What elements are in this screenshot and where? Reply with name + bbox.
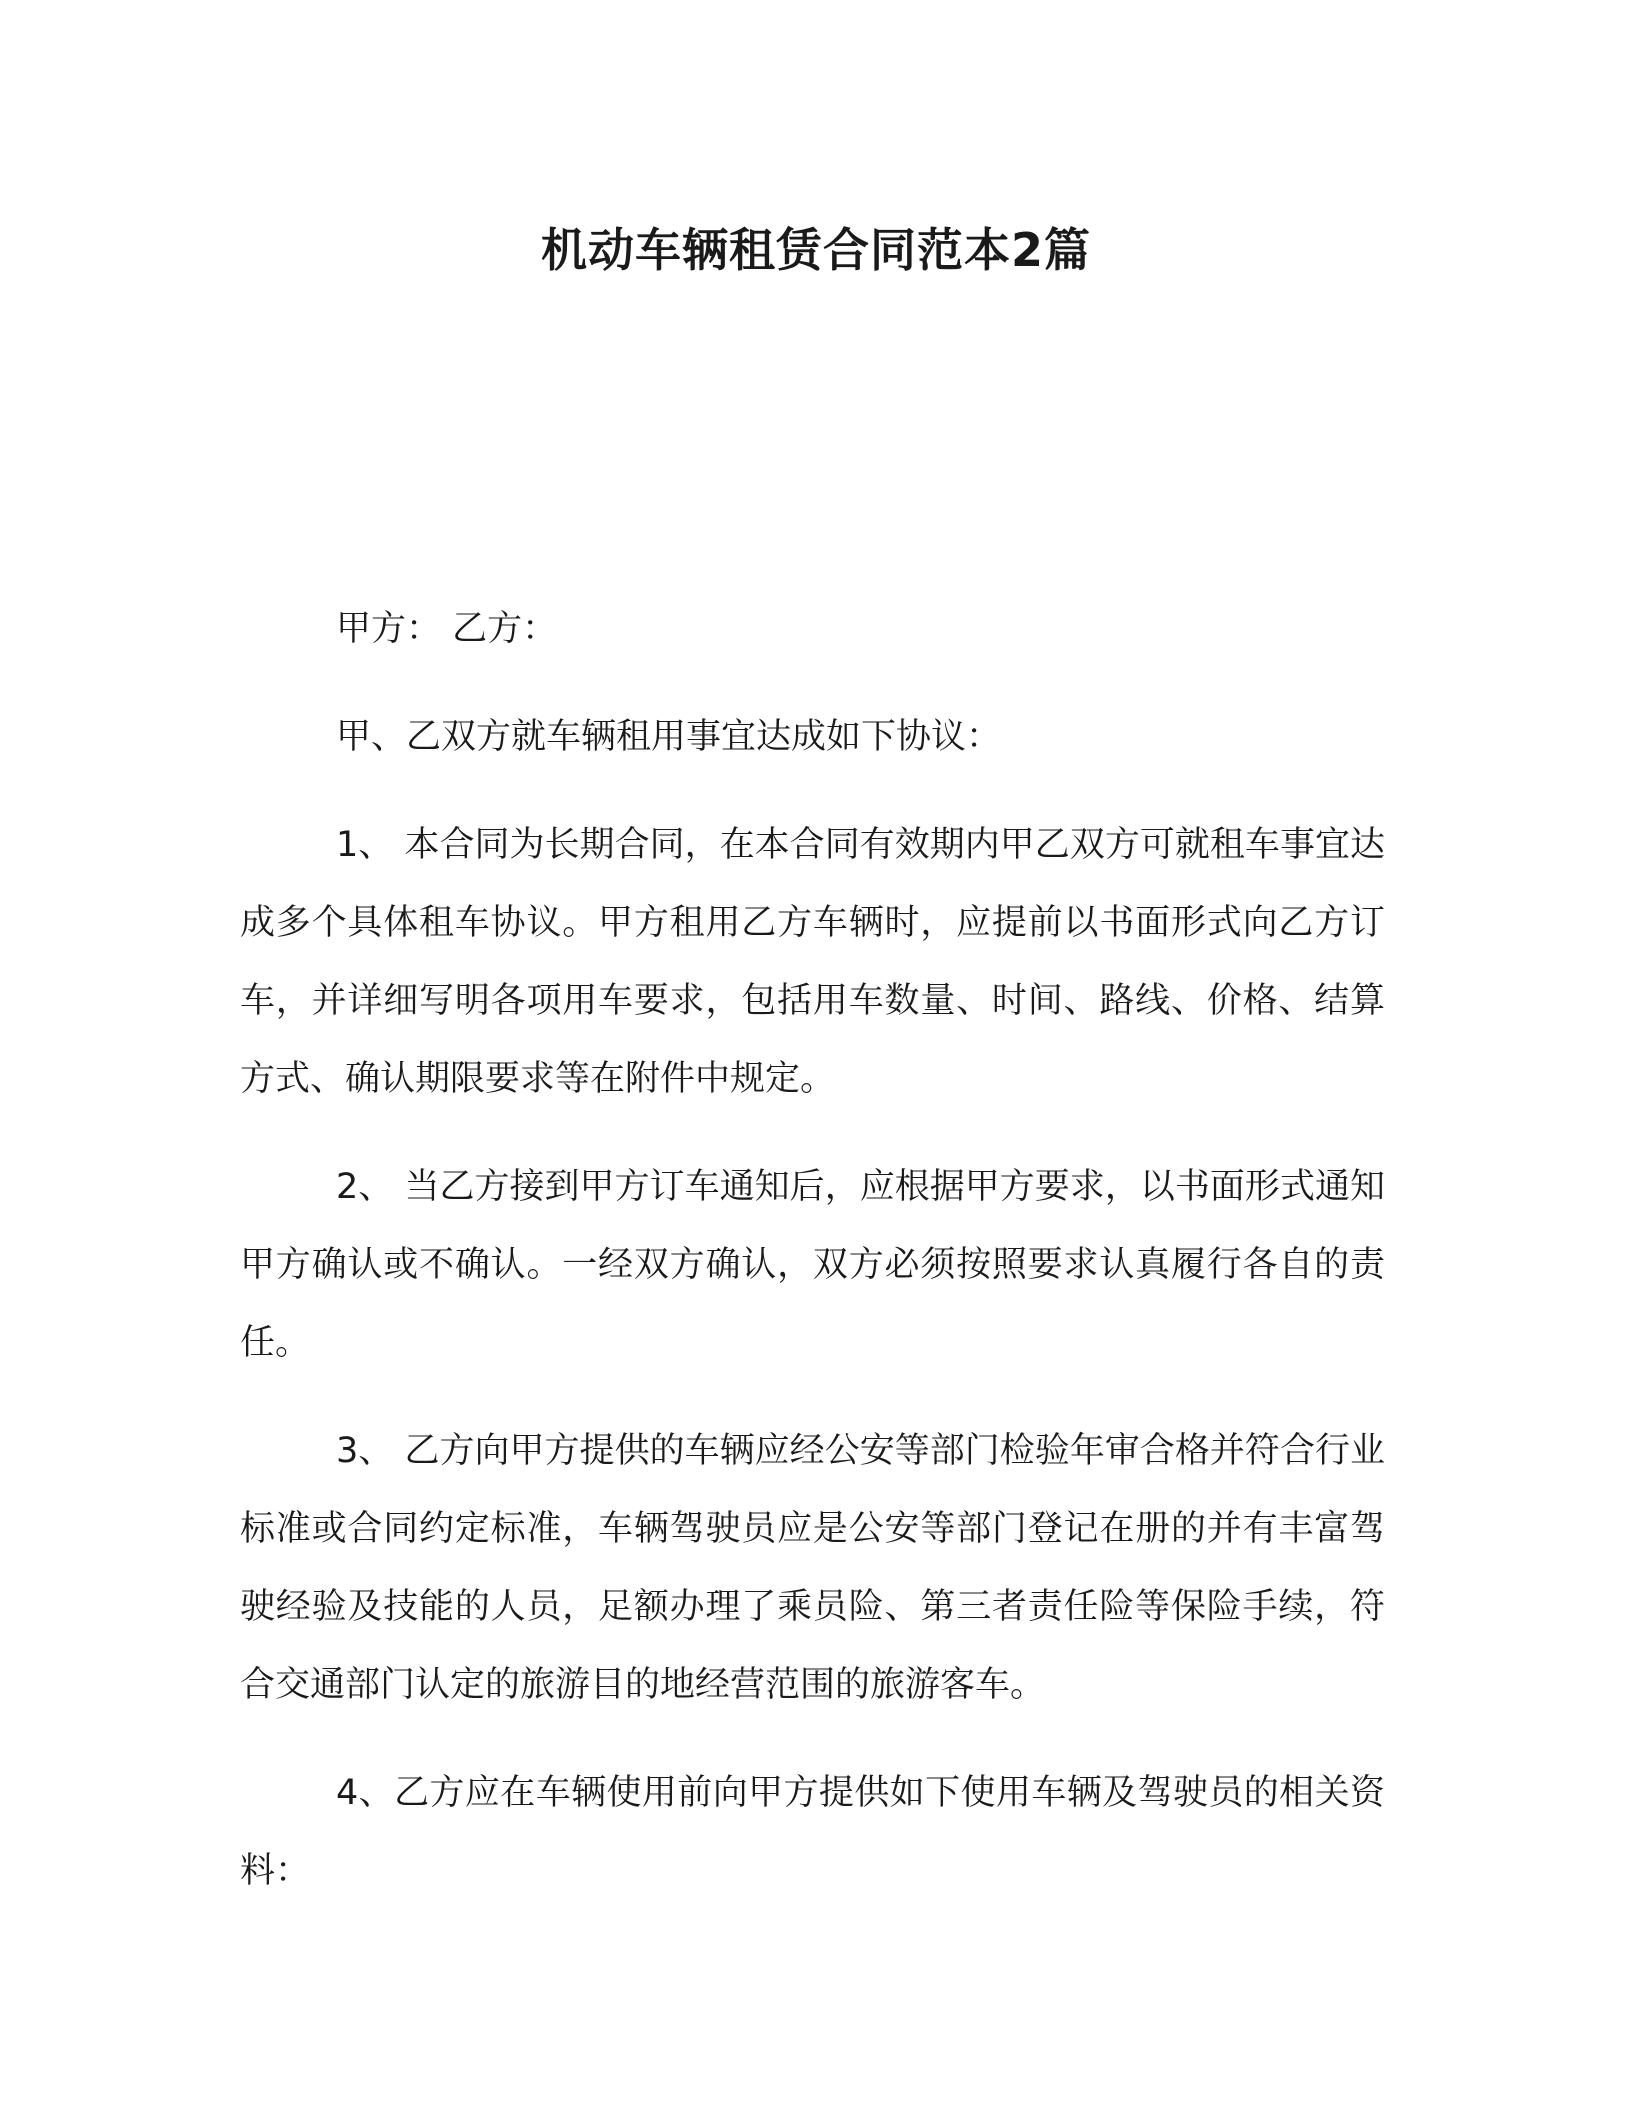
clause-3: 3、 乙方向甲方提供的车辆应经公安等部门检验年审合格并符合行业标准或合同约定标准，车辆驾驶员应是公安等部门登记在册的并有丰富驾驶经验及技能的人员，足额办理了乘员险、第三者责任险等保险手续，符合交通部门认定的旅游目的地经营范围的旅游客车。 <box>240 1431 1385 1705</box>
document-title: 机动车辆租赁合同范本2篇 <box>540 223 1091 277</box>
document-body <box>240 590 1385 1938</box>
clause-4: 4、乙方应在车辆使用前向甲方提供如下使用车辆及驾驶员的相关资料： <box>240 1773 1385 1891</box>
clause-2: 2、 当乙方接到甲方订车通知后，应根据甲方要求，以书面形式通知甲方确认或不确认。一经双方确认，双方必须按照要求认真履行各自的责任。 <box>240 1167 1385 1363</box>
parties-line: 甲方： 乙方： <box>336 609 558 649</box>
agreement-intro: 甲、乙双方就车辆租用事宜达成如下协议： <box>336 717 1002 757</box>
clause-1: 1、 本合同为长期合同，在本合同有效期内甲乙双方可就租车事宜达成多个具体租车协议。甲方租用乙方车辆时，应提前以书面形式向乙方订车，并详细写明各项用车要求，包括用车数量、时间、路线、价格、结算方式、确认期限要求等在附件中规定。 <box>240 825 1385 1099</box>
